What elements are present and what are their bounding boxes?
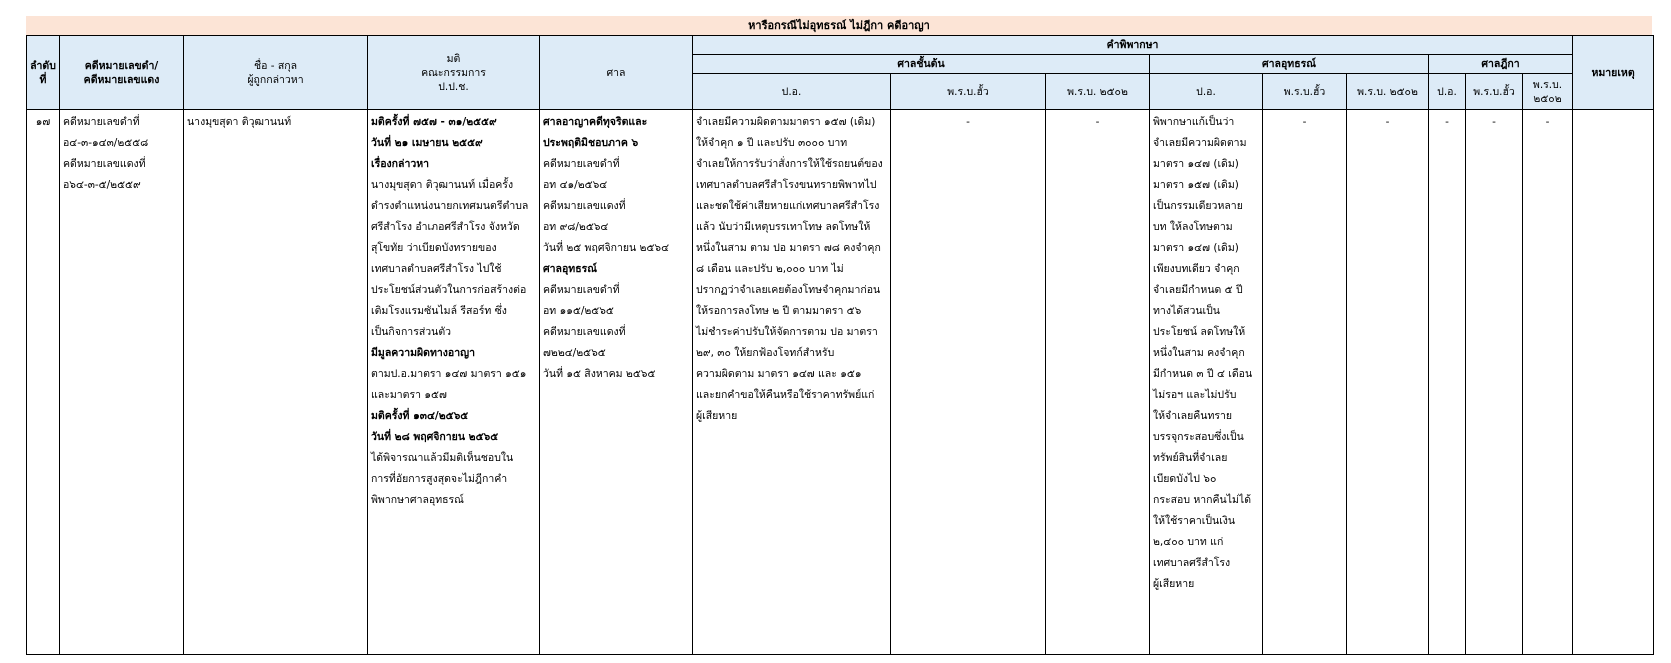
text-line: มีกำหนด ๓ ปี ๔ เดือน: [1153, 368, 1253, 380]
text-line: ไม่รอฯ และไม่ปรับ: [1153, 389, 1237, 401]
header-supreme: [1429, 55, 1573, 74]
header-remarks-label: หมายเหตุ: [1591, 66, 1635, 79]
text-line: คดีหมายเลขดำที่: [63, 116, 140, 128]
text-line: วันที่ ๑๕ สิงหาคม ๒๕๖๕: [543, 368, 656, 380]
header-case-no: [60, 36, 184, 110]
header-appeal-act2: พ.ร.บ. ๒๕๐๒: [1347, 74, 1429, 110]
text-line: คดีหมายเลขแดงที่: [543, 326, 626, 338]
text-line: อ๔-๓-๑๔๓/๒๕๕๘: [63, 137, 149, 149]
text-line: ทรัพย์สินที่จำเลย: [1153, 452, 1228, 464]
cell-appeal-act1: -: [1263, 110, 1347, 655]
header-name-line: ชื่อ - สกุล: [253, 59, 298, 72]
header-supreme-act1: พ.ร.บ.ฮั้ว: [1466, 74, 1523, 110]
header-supreme-act2-line: พ.ร.บ.: [1532, 78, 1563, 91]
case-table: [26, 35, 1654, 655]
header-case-no-line: คดีหมายเลขดำ/: [84, 59, 159, 72]
text-line: คดีหมายเลขแดงที่: [63, 158, 146, 170]
header-case-no-line: คดีหมายเลขแดง: [83, 73, 160, 86]
header-court-label: ศาล: [606, 66, 626, 79]
cell-first-po: [693, 110, 891, 655]
text-line: เทศบาลตำบลศรีสำโรง ไปใช้: [371, 263, 502, 275]
text-line: จำเลยมีความผิดตาม: [1153, 137, 1247, 149]
text-line: เรื่องกล่าวหา: [371, 158, 430, 170]
header-judgment-label: คำพิพากษา: [1106, 39, 1159, 51]
text-line: ประโยชน์ส่วนตัวในการก่อสร้างต่อ: [371, 284, 527, 296]
text-line: ให้รอการลงโทษ ๒ ปี ตามมาตรา ๕๖: [696, 305, 862, 317]
header-no: [27, 36, 60, 110]
header-first-instance-label: ศาลชั้นต้น: [897, 58, 945, 70]
text-line: มติครั้งที่ ๗๕๗ - ๓๑/๒๕๕๙: [371, 116, 497, 128]
cell-case-no: [60, 110, 184, 655]
text-line: พิพากษาศาลอุทธรณ์: [371, 494, 464, 506]
text-line: ประพฤติมิชอบภาค ๖: [543, 137, 639, 149]
text-line: ๗๒๒๔/๒๕๖๕: [543, 347, 606, 359]
cell-supreme-act1: -: [1466, 110, 1523, 655]
text-line: มาตรา ๑๔๗ (เดิม): [1153, 242, 1239, 254]
text-line: เทศบาลศรีสำโรง: [1153, 557, 1231, 569]
header-name: [184, 36, 368, 110]
text-line: ๒,๔๐๐ บาท แก่: [1153, 536, 1224, 548]
text-line: ๘ เดือน และปรับ ๒,๐๐๐ บาท ไม่: [696, 263, 844, 275]
header-supreme-act2-line: ๒๕๐๒: [1533, 92, 1562, 105]
header-first-po: ป.อ.: [693, 74, 891, 110]
text-line: ได้พิจารณาแล้วมีมติเห็นชอบใน: [371, 452, 514, 464]
header-resolution-line: ป.ป.ช.: [438, 80, 469, 93]
header-name-line: ผู้ถูกกล่าวหา: [247, 73, 304, 86]
text-line: อท ๑๑๕/๒๕๖๕: [543, 305, 614, 317]
text-line: ให้จำคุก ๑ ปี และปรับ ๓๐๐๐ บาท: [696, 137, 848, 149]
cell-name: นางมุขสุดา ติวุฒานนท์: [184, 110, 368, 655]
text-line: ความผิดตาม มาตรา ๑๔๗ และ ๑๕๑: [696, 368, 862, 380]
text-line: ศาลอุทธรณ์: [543, 263, 598, 275]
header-appeal-po: ป.อ.: [1150, 74, 1263, 110]
text-line: ให้ใช้ราคาเป็นเงิน: [1153, 515, 1236, 527]
text-line: จำเลยมีความผิดตามมาตรา ๑๕๗ (เดิม): [696, 116, 876, 128]
header-appeal-act1: พ.ร.บ.ฮั้ว: [1263, 74, 1347, 110]
cell-remarks: [1573, 110, 1654, 655]
text-line: ศรีสำโรง อำเภอศรีสำโรง จังหวัด: [371, 221, 520, 233]
text-line: จำเลยให้การรับว่าสั่งการให้ใช้รถยนต์ของ: [696, 158, 883, 170]
text-line: นางมุขสุดา ติวุฒานนท์ เมื่อครั้ง: [371, 179, 514, 191]
text-line: วันที่ ๒๕ พฤศจิกายน ๒๕๖๔: [543, 242, 670, 254]
text-line: ให้จำเลยคืนทราย: [1153, 410, 1233, 422]
page-title: หารือกรณีไม่อุทธรณ์ ไม่ฎีกา คดีอาญา: [26, 16, 1652, 35]
text-line: พิพากษาแก้เป็นว่า: [1153, 116, 1235, 128]
header-court: [540, 36, 693, 110]
text-line: อท ๙๘/๒๕๖๔: [543, 221, 609, 233]
header-judgment: [693, 36, 1573, 55]
header-first-instance: [693, 55, 1150, 74]
cell-no: ๑๗: [27, 110, 60, 655]
text-line: เป็นกรรมเดียวหลาย: [1153, 200, 1243, 212]
text-line: เป็นกิจการส่วนตัว: [371, 326, 452, 338]
header-remarks: [1573, 36, 1654, 110]
cell-supreme-act2: -: [1523, 110, 1573, 655]
text-line: การที่อัยการสูงสุดจะไม่ฎีกาคำ: [371, 473, 508, 485]
text-line: ตามป.อ.มาตรา ๑๔๗ มาตรา ๑๕๑: [371, 368, 527, 380]
text-line: มติครั้งที่ ๑๓๔/๒๕๖๕: [371, 410, 469, 422]
text-line: บรรจุกระสอบซึ่งเป็น: [1153, 431, 1244, 443]
text-line: มาตรา ๑๕๗ (เดิม): [1153, 179, 1239, 191]
text-line: ศาลอาญาคดีทุจริตและ: [543, 116, 648, 128]
text-line: ผู้เสียหาย: [1153, 578, 1195, 590]
text-line: มาตรา ๑๔๗ (เดิม): [1153, 158, 1239, 170]
text-line: คดีหมายเลขดำที่: [543, 158, 620, 170]
header-no-label: ลำดับที่: [30, 59, 56, 86]
text-line: คดีหมายเลขดำที่: [543, 284, 620, 296]
text-line: คดีหมายเลขแดงที่: [543, 200, 626, 212]
text-line: กระสอบ หากคืนไม่ได้: [1153, 494, 1252, 506]
text-line: หนึ่งในสาม คงจำคุก: [1153, 347, 1245, 359]
text-line: ไม่ชำระค่าปรับให้จัดการตาม ปอ มาตรา: [696, 326, 878, 338]
header-first-act1: พ.ร.บ.ฮั้ว: [891, 74, 1046, 110]
text-line: เทศบาลตำบลศรีสำโรงขนทรายพิพาทไป: [696, 179, 877, 191]
text-line: บท ให้ลงโทษตาม: [1153, 221, 1233, 233]
text-line: ดำรงตำแหน่งนายกเทศมนตรีตำบล: [371, 200, 529, 212]
text-line: ผู้เสียหาย: [696, 410, 738, 422]
text-line: จำเลยมีกำหนด ๕ ปี: [1153, 284, 1243, 296]
header-supreme-act2: [1523, 74, 1573, 110]
cell-court: [540, 110, 693, 655]
text-line: หนึ่งในสาม ตาม ปอ มาตรา ๗๘ คงจำคุก: [696, 242, 881, 254]
text-line: ปรากฏว่าจำเลยเคยต้องโทษจำคุกมาก่อน: [696, 284, 881, 296]
text-line: และมาตรา ๑๕๗: [371, 389, 447, 401]
text-line: แล้ว นับว่ามีเหตุบรรเทาโทษ ลดโทษให้: [696, 221, 871, 233]
text-line: วันที่ ๒๑ เมษายน ๒๕๕๙: [371, 137, 483, 149]
cell-appeal-po: [1150, 110, 1263, 655]
text-line: วันที่ ๒๘ พฤศจิกายน ๒๕๖๕: [371, 431, 499, 443]
header-supreme-label: ศาลฎีกา: [1481, 58, 1520, 70]
text-line: ทางได้สวนเป็น: [1153, 305, 1220, 317]
cell-appeal-act2: -: [1347, 110, 1429, 655]
cell-first-act2: -: [1046, 110, 1150, 655]
table-row: [27, 110, 1654, 655]
text-line: และยกคำขอให้คืนหรือใช้ราคาทรัพย์แก่: [696, 389, 875, 401]
header-supreme-po: ป.อ.: [1429, 74, 1466, 110]
text-line: มีมูลความผิดทางอาญา: [371, 347, 475, 359]
cell-supreme-po: -: [1429, 110, 1466, 655]
text-line: อท ๔๑/๒๕๖๔: [543, 179, 608, 191]
header-resolution-line: มติ: [446, 52, 461, 65]
header-appeal: [1150, 55, 1429, 74]
header-resolution: [368, 36, 540, 110]
header-resolution-line: คณะกรรมการ: [421, 66, 486, 79]
text-line: เพียงบทเดียว จำคุก: [1153, 263, 1240, 275]
cell-first-act1: -: [891, 110, 1046, 655]
cell-resolution: [368, 110, 540, 655]
text-line: ประโยชน์ ลดโทษให้: [1153, 326, 1246, 338]
header-first-act2: พ.ร.บ. ๒๕๐๒: [1046, 74, 1150, 110]
text-line: และชดใช้ค่าเสียหายแก่เทศบาลศรีสำโรง: [696, 200, 880, 212]
text-line: ๒๙, ๓๐ ให้ยกฟ้องโจทก์สำหรับ: [696, 347, 835, 359]
text-line: เติมโรงแรมซันไมล์ รีสอร์ท ซึ่ง: [371, 305, 507, 317]
header-appeal-label: ศาลอุทธรณ์: [1261, 58, 1316, 70]
text-line: เบียดบังไป ๖๐: [1153, 473, 1217, 485]
text-line: อ๖๔-๓-๕/๒๕๕๙: [63, 179, 141, 191]
text-line: สุโขทัย ว่าเบียดบังทรายของ: [371, 242, 497, 254]
